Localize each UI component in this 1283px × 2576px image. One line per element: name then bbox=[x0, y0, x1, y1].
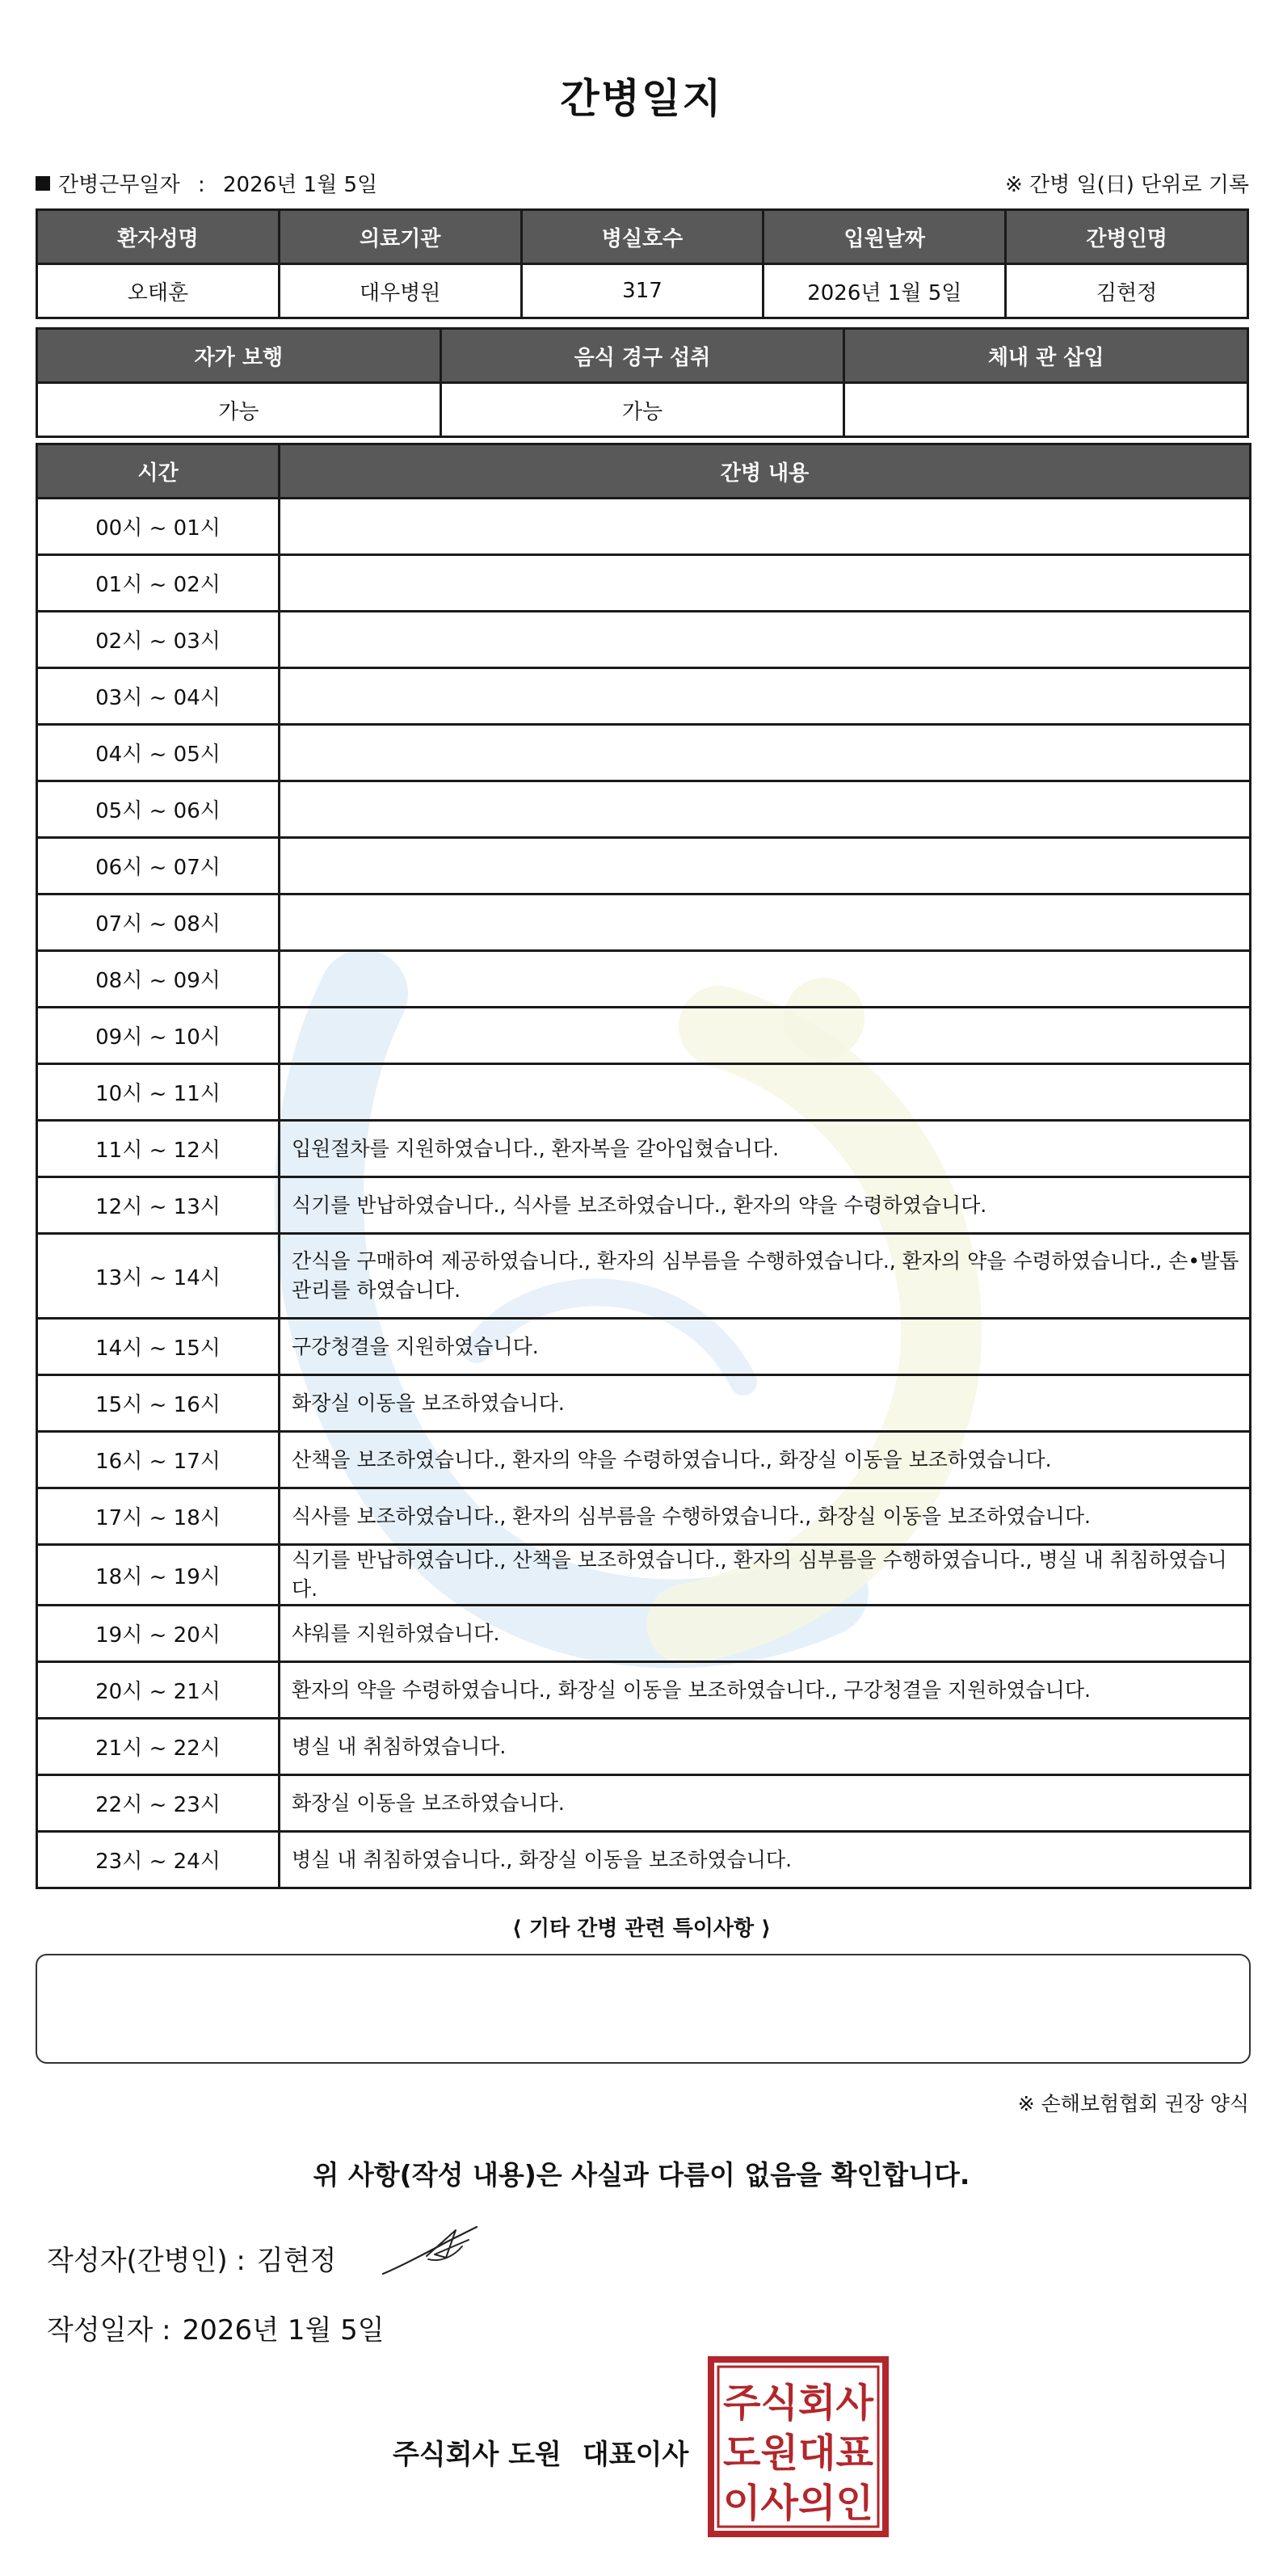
header-patient-name: 환자성명 bbox=[37, 210, 280, 264]
care-content-cell: 간식을 구매하여 제공하였습니다., 환자의 심부름을 수행하였습니다., 환자의 약을 수령하였습니다., 손•발톱 관리를 하였습니다. bbox=[280, 1234, 1251, 1319]
table-row bbox=[37, 725, 1251, 781]
caregiver-name-value: 김현정 bbox=[1006, 264, 1248, 318]
svg-text:이사의인: 이사의인 bbox=[723, 2481, 873, 2526]
table-row bbox=[37, 781, 1251, 838]
work-date-value: 2026년 1월 5일 bbox=[223, 173, 378, 197]
time-cell: 22시 ~ 23시 bbox=[37, 1775, 280, 1832]
care-content-cell: 환자의 약을 수령하였습니다., 화장실 이동을 보조하였습니다., 구강청결을 지원하였습니다. bbox=[280, 1662, 1251, 1719]
time-cell: 14시 ~ 15시 bbox=[37, 1319, 280, 1375]
hourly-care-log-table bbox=[36, 443, 1251, 1889]
log-header-row bbox=[37, 444, 1251, 499]
table-row bbox=[37, 668, 1251, 725]
care-content-cell: 식사를 보조하였습니다., 환자의 심부름을 수행하였습니다., 화장실 이동을 보조하였습니다. bbox=[280, 1488, 1251, 1545]
care-content-cell: 산책을 보조하였습니다., 환자의 약을 수령하였습니다., 화장실 이동을 보조하였습니다. bbox=[280, 1432, 1251, 1488]
header-care-content: 간병 내용 bbox=[280, 444, 1251, 499]
table-row bbox=[37, 1319, 1251, 1375]
patient-info-header-row bbox=[37, 210, 1248, 264]
table-row bbox=[37, 499, 1251, 555]
care-content-cell bbox=[280, 668, 1251, 725]
table-row bbox=[37, 1234, 1251, 1319]
care-content-cell bbox=[280, 612, 1251, 668]
header-room-number: 병실호수 bbox=[521, 210, 763, 264]
patient-status-table bbox=[36, 327, 1249, 438]
table-row bbox=[37, 1432, 1251, 1488]
written-date-line bbox=[47, 2308, 385, 2347]
room-number-value: 317 bbox=[521, 264, 763, 318]
care-content-cell bbox=[280, 725, 1251, 781]
time-cell: 16시 ~ 17시 bbox=[37, 1432, 280, 1488]
time-cell: 07시 ~ 08시 bbox=[37, 894, 280, 951]
time-cell: 15시 ~ 16시 bbox=[37, 1375, 280, 1432]
header-tube-insertion: 체내 관 삽입 bbox=[844, 329, 1248, 383]
table-row bbox=[37, 1606, 1251, 1662]
time-cell: 08시 ~ 09시 bbox=[37, 951, 280, 1008]
record-unit-note: ※ 간병 일(日) 단위로 기록 bbox=[1004, 173, 1249, 197]
time-cell: 03시 ~ 04시 bbox=[37, 668, 280, 725]
header-hospital: 의료기관 bbox=[279, 210, 521, 264]
care-content-cell: 화장실 이동을 보조하였습니다. bbox=[280, 1375, 1251, 1432]
time-cell: 02시 ~ 03시 bbox=[37, 612, 280, 668]
time-cell: 13시 ~ 14시 bbox=[37, 1234, 280, 1319]
care-content-cell: 구강청결을 지원하였습니다. bbox=[280, 1319, 1251, 1375]
svg-text:주식회사: 주식회사 bbox=[723, 2380, 874, 2426]
care-content-cell bbox=[280, 951, 1251, 1008]
care-content-cell bbox=[280, 555, 1251, 612]
work-date-line bbox=[36, 168, 377, 198]
work-date-label: 간병근무일자 bbox=[58, 173, 180, 197]
written-date-value: 2026년 1월 5일 bbox=[182, 2314, 385, 2347]
care-content-cell bbox=[280, 499, 1251, 555]
time-cell: 09시 ~ 10시 bbox=[37, 1008, 280, 1064]
admission-date-value: 2026년 1월 5일 bbox=[763, 264, 1006, 318]
table-row bbox=[37, 894, 1251, 951]
table-row bbox=[37, 1832, 1251, 1888]
special-notes-title: ⟨ 기타 간병 관련 특이사항 ⟩ bbox=[511, 1917, 772, 1941]
table-row bbox=[37, 1719, 1251, 1775]
writer-label: 작성자(간병인) : bbox=[47, 2245, 246, 2277]
confirmation-statement: 위 사항(작성 내용)은 사실과 다름이 없음을 확인합니다. bbox=[313, 2159, 970, 2191]
header-caregiver-name: 간병인명 bbox=[1006, 210, 1248, 264]
care-content-cell: 샤워를 지원하였습니다. bbox=[280, 1606, 1251, 1662]
table-row bbox=[37, 1545, 1251, 1606]
care-content-cell bbox=[280, 781, 1251, 838]
page-title: 간병일지 bbox=[560, 75, 723, 122]
care-content-cell: 식기를 반납하였습니다., 식사를 보조하였습니다., 환자의 약을 수령하였습니다. bbox=[280, 1177, 1251, 1234]
tube-insertion-value bbox=[844, 383, 1248, 437]
care-content-cell: 식기를 반납하였습니다., 산책을 보조하였습니다., 환자의 심부름을 수행하였습니다., 병실 내 취침하였습니다. bbox=[280, 1545, 1251, 1606]
work-date-separator: : bbox=[197, 173, 205, 197]
oral-intake-value: 가능 bbox=[440, 383, 844, 437]
care-content-cell bbox=[280, 1064, 1251, 1121]
self-walking-value: 가능 bbox=[37, 383, 441, 437]
patient-info-table bbox=[36, 208, 1249, 319]
care-content-cell bbox=[280, 1008, 1251, 1064]
table-row bbox=[37, 1121, 1251, 1177]
care-content-cell bbox=[280, 894, 1251, 951]
association-note: ※ 손해보험협회 권장 양식 bbox=[1017, 2092, 1249, 2115]
care-content-cell: 병실 내 취침하였습니다. bbox=[280, 1719, 1251, 1775]
time-cell: 18시 ~ 19시 bbox=[37, 1545, 280, 1606]
care-content-cell: 입원절차를 지원하였습니다., 환자복을 갈아입혔습니다. bbox=[280, 1121, 1251, 1177]
time-cell: 17시 ~ 18시 bbox=[37, 1488, 280, 1545]
svg-text:도원대표: 도원대표 bbox=[723, 2431, 874, 2476]
time-cell: 19시 ~ 20시 bbox=[37, 1606, 280, 1662]
header-time: 시간 bbox=[37, 444, 280, 499]
signature-mark bbox=[378, 2224, 483, 2282]
table-row bbox=[37, 555, 1251, 612]
time-cell: 20시 ~ 21시 bbox=[37, 1662, 280, 1719]
patient-name-value: 오태훈 bbox=[37, 264, 280, 318]
patient-status-value-row bbox=[37, 383, 1248, 437]
time-cell: 04시 ~ 05시 bbox=[37, 725, 280, 781]
writer-name: 김현정 bbox=[256, 2245, 337, 2277]
company-title: 대표이사 bbox=[582, 2439, 689, 2471]
time-cell: 11시 ~ 12시 bbox=[37, 1121, 280, 1177]
square-bullet-icon bbox=[36, 176, 50, 191]
table-row bbox=[37, 1488, 1251, 1545]
patient-status-header-row bbox=[37, 329, 1248, 383]
table-row bbox=[37, 838, 1251, 894]
writer-line bbox=[47, 2238, 336, 2278]
care-content-cell: 병실 내 취침하였습니다., 화장실 이동을 보조하였습니다. bbox=[280, 1832, 1251, 1888]
header-oral-intake: 음식 경구 섭취 bbox=[440, 329, 844, 383]
time-cell: 00시 ~ 01시 bbox=[37, 499, 280, 555]
care-content-cell: 화장실 이동을 보조하였습니다. bbox=[280, 1775, 1251, 1832]
table-row bbox=[37, 1064, 1251, 1121]
special-notes-box bbox=[36, 1954, 1251, 2064]
written-date-label: 작성일자 : bbox=[47, 2314, 171, 2347]
table-row bbox=[37, 1375, 1251, 1432]
company-signature-line bbox=[393, 2432, 688, 2472]
time-cell: 21시 ~ 22시 bbox=[37, 1719, 280, 1775]
table-row bbox=[37, 1177, 1251, 1234]
time-cell: 10시 ~ 11시 bbox=[37, 1064, 280, 1121]
time-cell: 06시 ~ 07시 bbox=[37, 838, 280, 894]
table-row bbox=[37, 1662, 1251, 1719]
care-content-cell bbox=[280, 838, 1251, 894]
table-row bbox=[37, 951, 1251, 1008]
company-name: 주식회사 도원 bbox=[393, 2439, 562, 2471]
table-row bbox=[37, 1775, 1251, 1832]
time-cell: 12시 ~ 13시 bbox=[37, 1177, 280, 1234]
header-self-walking: 자가 보행 bbox=[37, 329, 441, 383]
time-cell: 01시 ~ 02시 bbox=[37, 555, 280, 612]
hospital-value: 대우병원 bbox=[279, 264, 521, 318]
table-row bbox=[37, 1008, 1251, 1064]
time-cell: 05시 ~ 06시 bbox=[37, 781, 280, 838]
company-seal-stamp bbox=[708, 2356, 889, 2537]
header-admission-date: 입원날짜 bbox=[763, 210, 1006, 264]
time-cell: 23시 ~ 24시 bbox=[37, 1832, 280, 1888]
table-row bbox=[37, 612, 1251, 668]
patient-info-value-row bbox=[37, 264, 1248, 318]
